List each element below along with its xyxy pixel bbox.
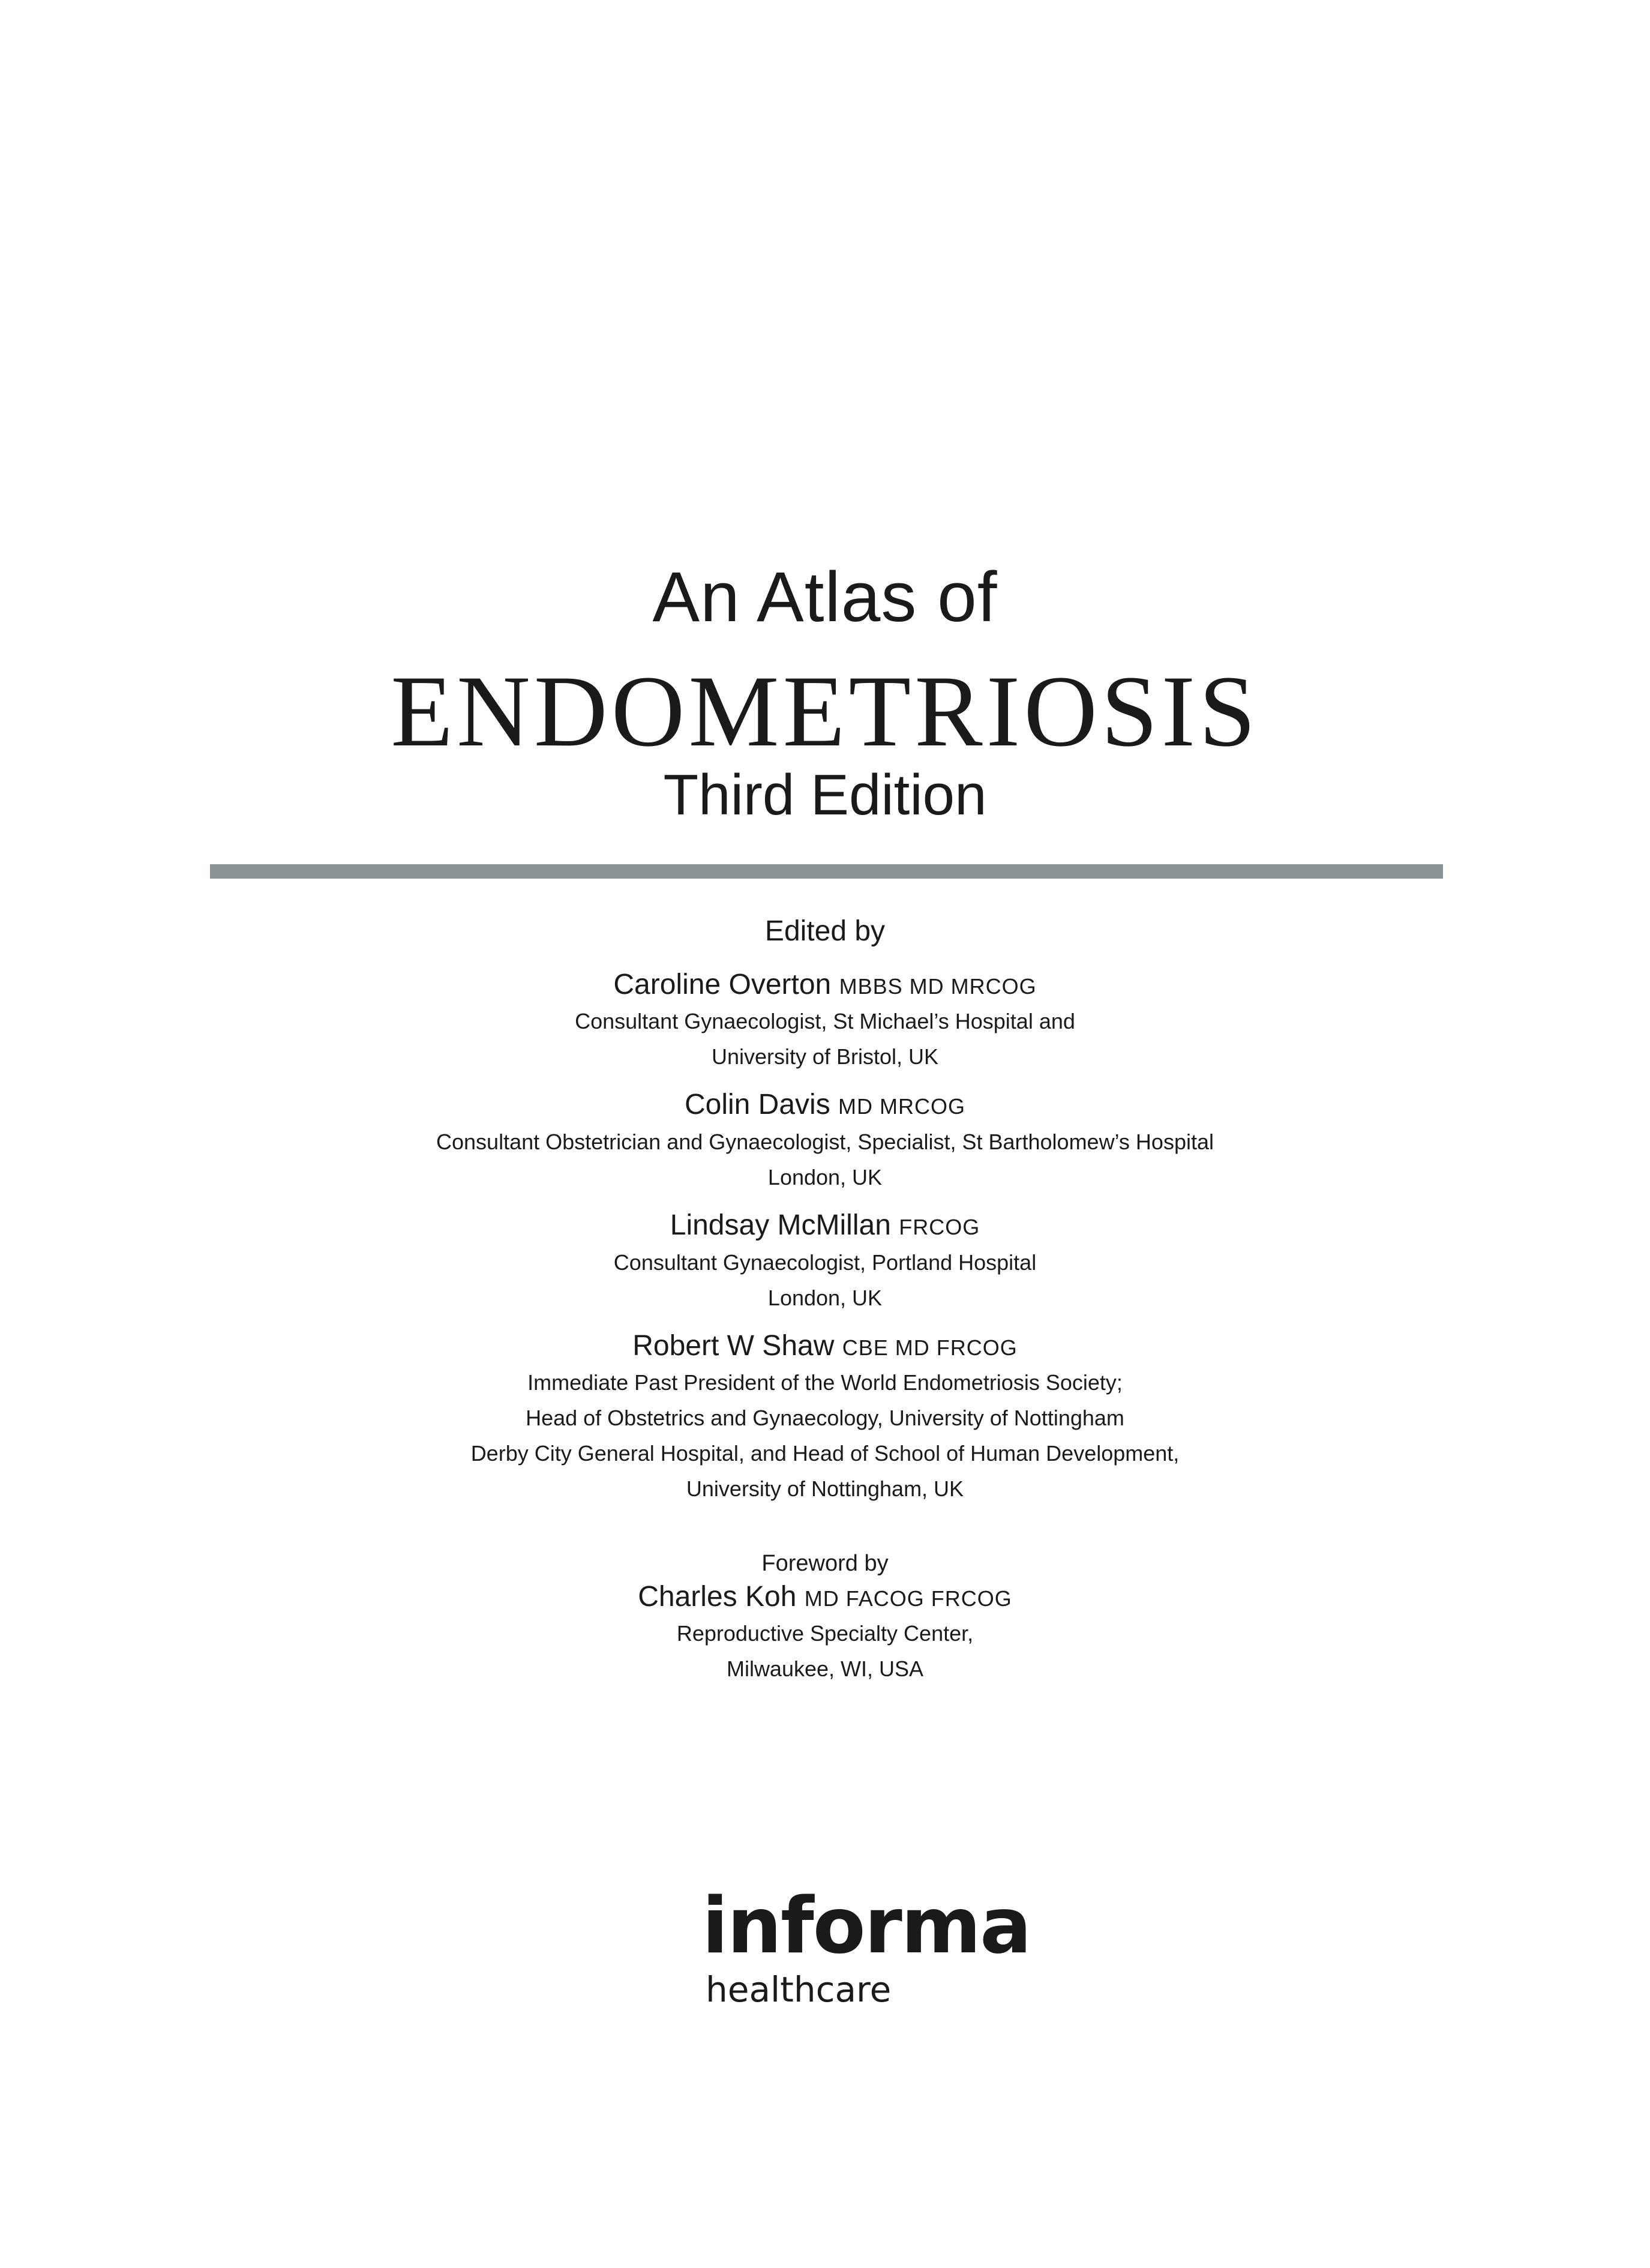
affiliation-line: University of Nottingham, UK xyxy=(686,1476,964,1501)
editor-name xyxy=(0,1087,1650,1124)
editor-credentials: MBBS MD MRCOG xyxy=(839,974,1037,999)
affiliation-line: London, UK xyxy=(767,1165,883,1190)
affiliation-line: London, UK xyxy=(767,1286,883,1310)
editor-name-text: Colin Davis xyxy=(684,1089,830,1120)
publisher-logo xyxy=(702,1881,1031,2011)
editor-affiliation xyxy=(0,1003,1650,1074)
foreword-author-credentials: MD FACOG FRCOG xyxy=(804,1586,1012,1611)
editor-name-text: Lindsay McMillan xyxy=(670,1209,891,1241)
title-divider xyxy=(210,864,1443,879)
affiliation-line: Immediate Past President of the World Endometriosis Society; xyxy=(527,1370,1123,1395)
affiliation-line: Head of Obstetrics and Gynaecology, University of Nottingham xyxy=(526,1406,1124,1430)
editor-credentials: FRCOG xyxy=(899,1215,980,1239)
editor-credentials: MD MRCOG xyxy=(838,1094,966,1119)
affiliation-line: Derby City General Hospital, and Head of School of Human Development, xyxy=(470,1441,1180,1466)
foreword-author xyxy=(0,1580,1650,1616)
editor-name-text: Robert W Shaw xyxy=(632,1330,835,1362)
affiliation-line: Consultant Gynaecologist, St Michael’s Hospital and xyxy=(575,1009,1075,1033)
editor-name xyxy=(0,1329,1650,1365)
edited-by-label: Edited by xyxy=(764,915,886,947)
editor-credentials: CBE MD FRCOG xyxy=(842,1335,1018,1360)
foreword-author-name: Charles Koh xyxy=(638,1581,797,1613)
affiliation-line: Milwaukee, WI, USA xyxy=(726,1656,924,1681)
editor-name-text: Caroline Overton xyxy=(613,969,832,1000)
publisher-logo-main: informa xyxy=(702,1881,1031,1971)
foreword-affiliation xyxy=(0,1616,1650,1686)
affiliation-line: University of Bristol, UK xyxy=(711,1044,939,1069)
affiliation-line: Reproductive Specialty Center, xyxy=(676,1621,974,1646)
book-title: ENDOMETRIOSIS xyxy=(391,655,1259,768)
editor-name xyxy=(0,1208,1650,1245)
affiliation-line: Consultant Obstetrician and Gynaecologist, Specialist, St Bartholomew’s Hospital xyxy=(436,1129,1214,1154)
editor-affiliation xyxy=(0,1365,1650,1506)
editor-affiliation xyxy=(0,1245,1650,1316)
editor-affiliation xyxy=(0,1124,1650,1195)
publisher-logo-sub: healthcare xyxy=(706,1969,892,2010)
foreword-label: Foreword by xyxy=(761,1551,889,1576)
editor-name xyxy=(0,967,1650,1004)
edition-label: Third Edition xyxy=(663,763,987,827)
affiliation-line: Consultant Gynaecologist, Portland Hospital xyxy=(613,1250,1037,1275)
title-line-1: An Atlas of xyxy=(652,558,998,637)
